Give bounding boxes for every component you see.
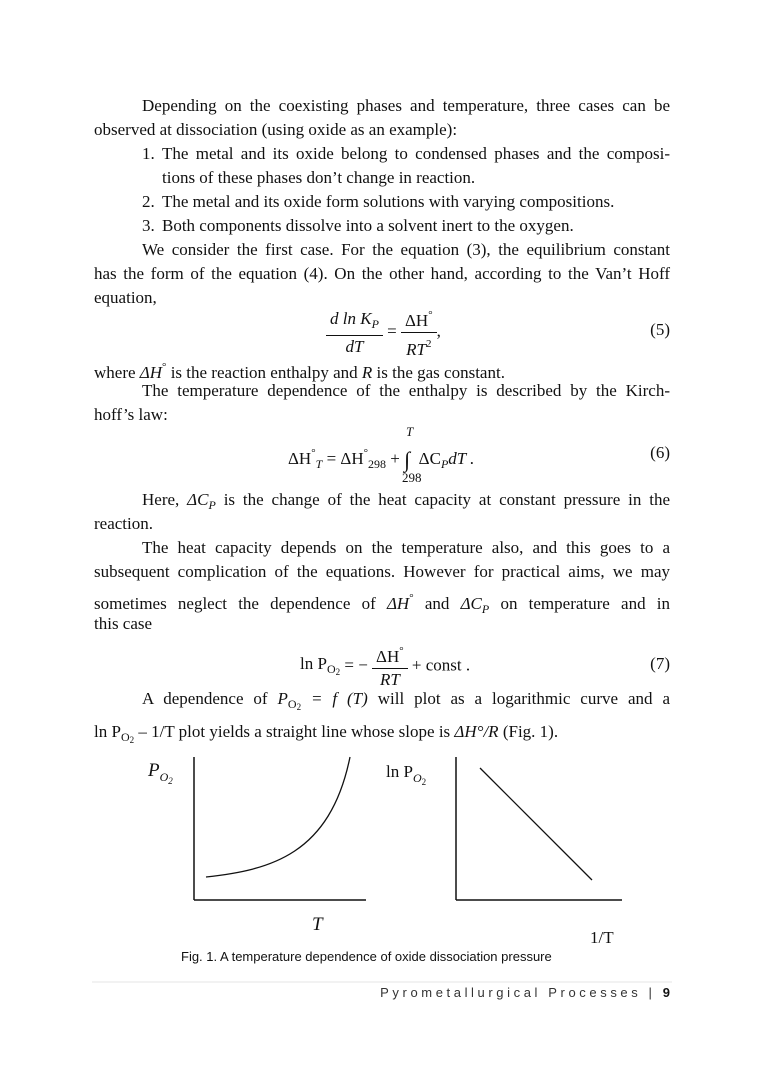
right-plot-ylabel: $\ln P_{O2}$ (386, 762, 427, 787)
para1-line2: observed at dissociation (using oxide as an example): (94, 120, 458, 139)
integral-upper-limit: T (406, 424, 414, 439)
list-item-1-line2: tions of these phases don’t change in reaction. (162, 168, 476, 187)
para3-line2: hoff’s law: (94, 405, 168, 424)
page-number: 9 (662, 985, 670, 1000)
page-footer: Pyrometallurgical Processes | 9 (380, 985, 670, 1000)
here-line1: Here, $\Delta C_P$ is the change of the heat capacity at constant pressure in the (142, 490, 670, 512)
para2-line1: We consider the first case. For the equation (3), the equilibrium constant (142, 240, 670, 259)
integral-lower-limit: 298 (402, 470, 422, 485)
right-plot-line (480, 768, 592, 880)
left-plot-xlabel: T (312, 914, 323, 935)
para4-line2: subsequent complication of the equations. However for practical aims, we may (94, 562, 670, 581)
para2-line2: has the form of the equation (4). On the other hand, according to the Van’t Hoff (94, 264, 670, 283)
list-item-1-line1: The metal and its oxide belong to condensed phases and the composi- (162, 144, 670, 163)
equation-5: $\frac{d \ln K_P}{dT}$ = $\frac{\Delta H^\circ}{RT^2}$ , (326, 304, 441, 361)
equation-6: $\Delta H^\circ_T = \Delta H^\circ_{298}$ + ∫ $\Delta C_PdT$ . (288, 447, 475, 472)
list-item-2: The metal and its oxide form solutions with varying compositions. (162, 192, 615, 211)
list-item-3: Both components dissolve into a solvent inert to the oxygen. (162, 216, 574, 235)
para4-line3: sometimes neglect the dependence of ΔH° and $\Delta C_P$ on temperature and in (94, 592, 670, 616)
equation-7: $\ln P_{O2}$ = − $\frac{\Delta H^\circ}{RT}$ + const . (300, 640, 470, 691)
equation-5-number: (5) (650, 320, 670, 339)
where-line: where ΔH° is the reaction enthalpy and R is the gas constant. (94, 361, 505, 382)
para4-line1: The heat capacity depends on the temperature also, and this goes to a (142, 538, 670, 557)
right-plot-xlabel: 1/T (590, 928, 614, 947)
list-num-3: 3. (142, 216, 155, 235)
para5-line2: $\ln P_{O2} - 1/T$ plot yields a straight line whose slope is ΔH°/R (Fig. 1). (94, 722, 559, 745)
para2-line3: equation, (94, 288, 157, 307)
list-num-1: 1. (142, 144, 155, 163)
para4-line4: this case (94, 614, 153, 633)
here-line2: reaction. (94, 514, 153, 533)
para1-line1: Depending on the coexisting phases and temperature, three cases can be (142, 96, 670, 115)
figure-caption: Fig. 1. A temperature dependence of oxide dissociation pressure (181, 949, 552, 964)
equation-6-number: (6) (650, 443, 670, 462)
left-plot-ylabel: $P_{O2}$ (148, 760, 173, 786)
para5-line1: A dependence of $P_{O2} = f$ (T) will plot as a logarithmic curve and a (142, 689, 670, 712)
list-num-2: 2. (142, 192, 155, 211)
equation-7-number: (7) (650, 654, 670, 673)
left-plot-curve (206, 757, 350, 877)
para3-line1: The temperature dependence of the enthalpy is described by the Kirch- (142, 381, 670, 400)
